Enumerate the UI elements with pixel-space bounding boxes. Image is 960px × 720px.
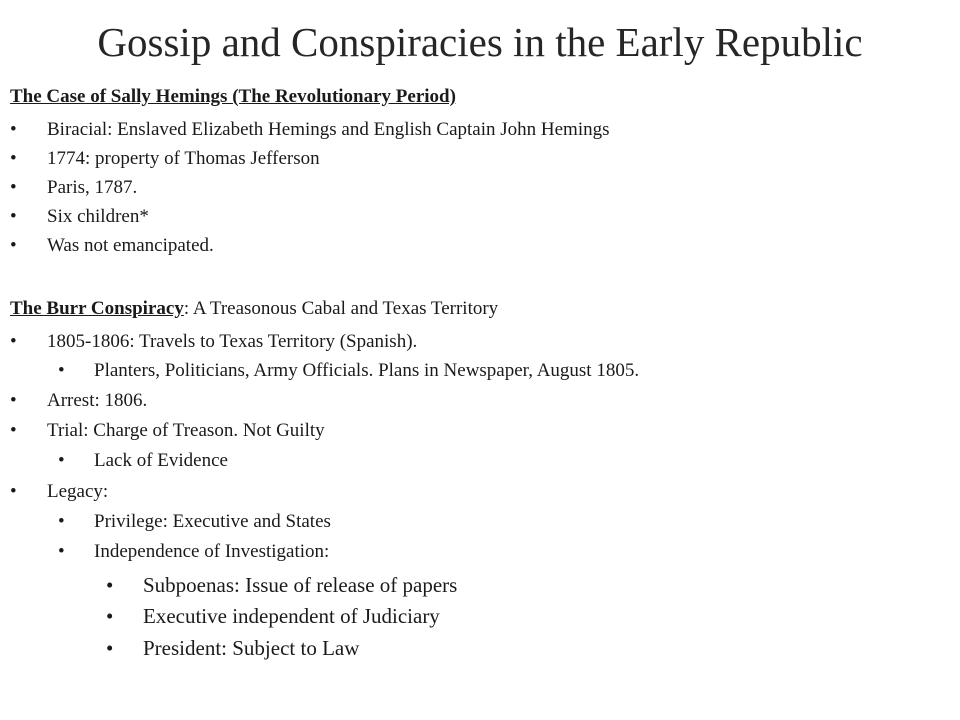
sub-sub-bullet-item bbox=[106, 634, 360, 662]
bullet-text: Independence of Investigation: bbox=[94, 541, 330, 562]
section-heading-burr-conspiracy bbox=[10, 296, 498, 322]
section-heading-rest: : A Treasonous Cabal and Texas Territory bbox=[183, 298, 499, 319]
bullet-dot: • bbox=[10, 177, 17, 198]
bullet-text: Planters, Politicians, Army Officials. Plans in Newspaper, August 1805. bbox=[94, 360, 640, 381]
bullet-dot: • bbox=[10, 206, 17, 227]
bullet-text: Executive independent of Judiciary bbox=[143, 604, 440, 628]
bullet-dot: • bbox=[10, 390, 17, 411]
bullet-item bbox=[10, 418, 325, 444]
bullet-dot: • bbox=[58, 511, 65, 532]
bullet-text: Was not emancipated. bbox=[47, 235, 214, 256]
bullet-dot: • bbox=[10, 420, 17, 441]
bullet-text: Legacy: bbox=[47, 481, 109, 502]
bullet-dot: • bbox=[106, 604, 114, 628]
bullet-dot: • bbox=[10, 148, 17, 169]
bullet-text: Privilege: Executive and States bbox=[94, 511, 331, 532]
bullet-item bbox=[10, 146, 320, 172]
bullet-text: 1805-1806: Travels to Texas Territory (Spanish). bbox=[47, 331, 418, 352]
bullet-text: Biracial: Enslaved Elizabeth Hemings and English Captain John Hemings bbox=[47, 119, 610, 140]
sub-bullet-item bbox=[58, 358, 640, 384]
bullet-text: Six children* bbox=[47, 206, 149, 227]
bullet-item bbox=[10, 479, 109, 505]
bullet-text: Arrest: 1806. bbox=[47, 390, 148, 411]
section-heading-sally-hemings: The Case of Sally Hemings (The Revolutionary Period) bbox=[10, 86, 456, 107]
bullet-dot: • bbox=[58, 541, 65, 562]
sub-sub-bullet-item bbox=[106, 571, 458, 599]
bullet-text: President: Subject to Law bbox=[143, 636, 360, 660]
section-heading-underlined: The Burr Conspiracy bbox=[10, 298, 184, 319]
sub-bullet-item bbox=[58, 539, 330, 565]
bullet-dot: • bbox=[10, 331, 17, 352]
bullet-dot: • bbox=[106, 573, 114, 597]
bullet-item bbox=[10, 175, 138, 201]
bullet-text: Lack of Evidence bbox=[94, 450, 228, 471]
bullet-item bbox=[10, 204, 149, 230]
bullet-dot: • bbox=[58, 450, 65, 471]
sub-bullet-item bbox=[58, 448, 228, 474]
slide-title: Gossip and Conspiracies in the Early Republic bbox=[97, 19, 863, 65]
bullet-text: Subpoenas: Issue of release of papers bbox=[143, 573, 458, 597]
sub-sub-bullet-item bbox=[106, 602, 440, 630]
bullet-dot: • bbox=[10, 235, 17, 256]
bullet-item bbox=[10, 117, 610, 143]
bullet-dot: • bbox=[106, 636, 114, 660]
bullet-text: 1774: property of Thomas Jefferson bbox=[47, 148, 320, 169]
bullet-dot: • bbox=[10, 481, 17, 502]
bullet-text: Trial: Charge of Treason. Not Guilty bbox=[47, 420, 325, 441]
bullet-text: Paris, 1787. bbox=[47, 177, 138, 198]
bullet-item bbox=[10, 329, 418, 355]
bullet-dot: • bbox=[10, 119, 17, 140]
bullet-dot: • bbox=[58, 360, 65, 381]
sub-bullet-item bbox=[58, 509, 331, 535]
bullet-item bbox=[10, 388, 148, 414]
bullet-item bbox=[10, 233, 214, 259]
